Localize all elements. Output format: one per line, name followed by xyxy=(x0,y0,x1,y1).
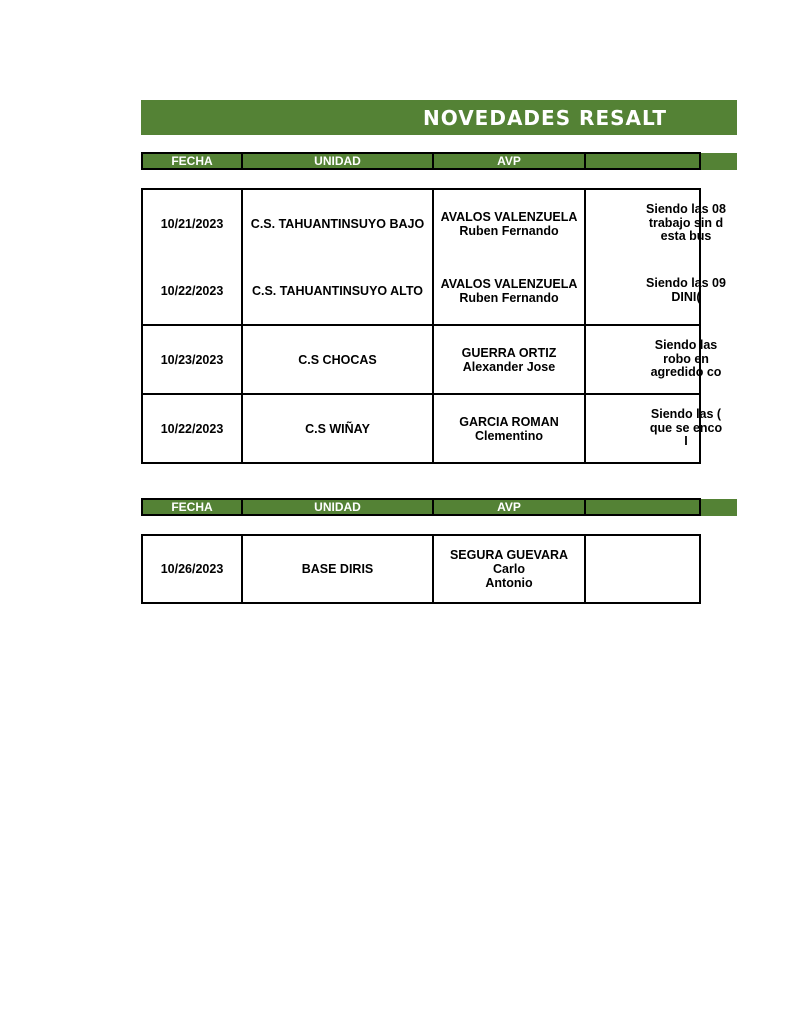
cell-avp xyxy=(434,190,586,257)
header-fecha: FECHA xyxy=(143,500,243,514)
header-avp: AVP xyxy=(434,154,586,168)
cell-description xyxy=(586,326,786,393)
description-text: Siendo las ( que se enco I xyxy=(649,407,723,449)
cell-unidad: BASE DIRIS xyxy=(243,536,434,602)
description-text: Siendo las robo en agredido co xyxy=(650,338,722,380)
cell-fecha: 10/21/2023 xyxy=(143,190,243,257)
header-avp: AVP xyxy=(434,500,586,514)
table-row xyxy=(141,326,722,395)
header-unidad: UNIDAD xyxy=(243,154,434,168)
cell-unidad: C.S CHOCAS xyxy=(243,326,434,393)
avp-given-name: Antonio xyxy=(485,576,533,590)
page-title: NOVEDADES RESALT xyxy=(423,106,668,130)
cell-unidad: C.S. TAHUANTINSUYO BAJO xyxy=(243,190,434,257)
cell-description xyxy=(586,395,786,462)
table-header xyxy=(141,152,701,170)
cell-avp xyxy=(434,536,586,602)
cell-description xyxy=(586,536,786,602)
cell-description xyxy=(586,257,786,324)
cell-avp xyxy=(434,395,586,462)
avp-name: AVALOS VALENZUELA xyxy=(440,209,578,224)
cell-fecha: 10/26/2023 xyxy=(143,536,243,602)
cell-unidad: C.S. TAHUANTINSUYO ALTO xyxy=(243,257,434,324)
avp-given-name: Alexander Jose xyxy=(462,359,556,374)
table-row xyxy=(141,188,726,259)
header-description xyxy=(586,154,786,168)
header-fecha: FECHA xyxy=(143,154,243,168)
cell-fecha: 10/22/2023 xyxy=(143,257,243,324)
table-row xyxy=(141,395,723,464)
header-description xyxy=(586,500,786,514)
cell-fecha: 10/23/2023 xyxy=(143,326,243,393)
avp-given-name: Ruben Fernando xyxy=(459,223,559,238)
cell-avp xyxy=(434,257,586,324)
table-row xyxy=(141,534,701,604)
cell-unidad: C.S WIÑAY xyxy=(243,395,434,462)
cell-description xyxy=(586,190,786,257)
avp-given-name: Clementino xyxy=(474,428,544,443)
avp-given-name: Ruben Fernando xyxy=(459,290,559,305)
avp-name: AVALOS VALENZUELA xyxy=(440,276,578,291)
cell-avp xyxy=(434,326,586,393)
cell-fecha: 10/22/2023 xyxy=(143,395,243,462)
avp-name: GARCIA ROMAN xyxy=(459,414,559,429)
avp-name: GUERRA ORTIZ xyxy=(461,345,557,360)
avp-name: SEGURA GUEVARA Carlo xyxy=(449,548,569,576)
header-unidad: UNIDAD xyxy=(243,500,434,514)
description-text: Siendo las 08 trabajo sin d esta bus xyxy=(646,202,726,244)
description-text: Siendo las 09 DINI( xyxy=(646,276,726,304)
table-header xyxy=(141,498,701,516)
table-row xyxy=(141,257,726,326)
